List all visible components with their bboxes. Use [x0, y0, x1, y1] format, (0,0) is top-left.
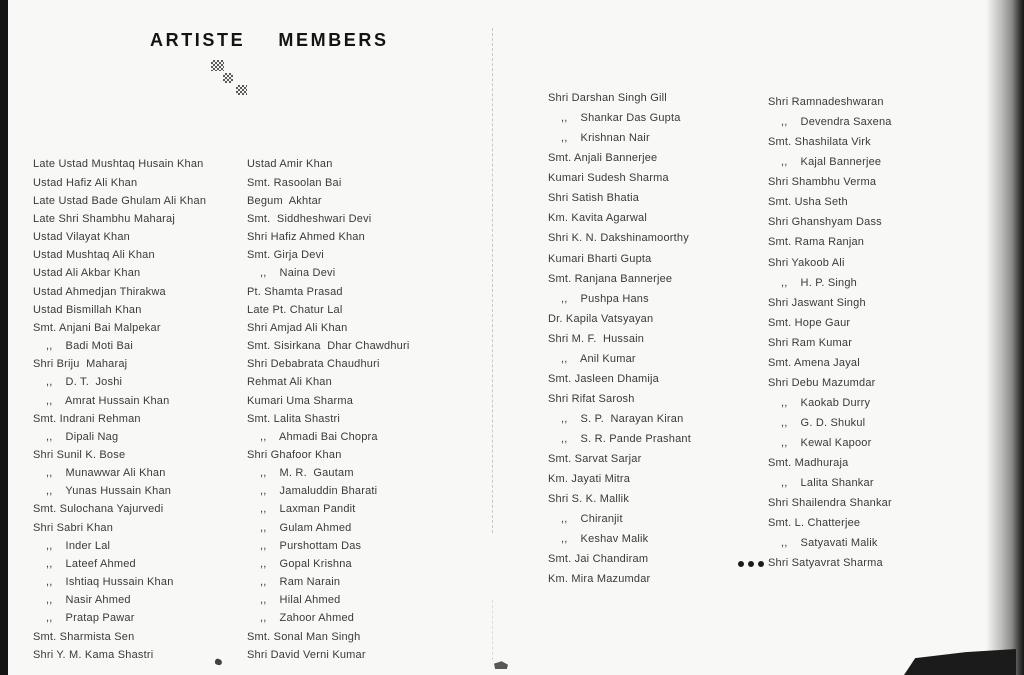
member-name: Smt. Siddheshwari Devi: [247, 212, 372, 225]
members-column-2: [247, 101, 410, 664]
member-name: ,, Yunas Hussain Khan: [33, 485, 172, 498]
member-name: Smt. Usha Seth: [768, 196, 848, 209]
member-name: ,, Ahmadi Bai Chopra: [247, 430, 378, 443]
member-name: ,, Kewal Kapoor: [768, 436, 872, 449]
member-name: ,, Zahoor Ahmed: [247, 612, 355, 625]
member-name: Ustad Ahmedjan Thirakwa: [33, 285, 166, 298]
member-name: ,, S. P. Narayan Kiran: [548, 412, 684, 425]
member-name: Smt. Sarvat Sarjar: [548, 452, 642, 465]
member-name: ,, Keshav Malik: [548, 533, 649, 546]
member-name: Shri Sabri Khan: [33, 521, 114, 534]
member-name: Late Pt. Chatur Lal: [247, 303, 343, 316]
members-column-3: [548, 28, 691, 589]
member-name: Rehmat Ali Khan: [247, 376, 332, 389]
member-name: Smt. Girja Devi: [247, 249, 324, 262]
member-name: ,, D. T. Joshi: [33, 376, 123, 389]
member-name: Shri Darshan Singh Gill: [548, 92, 667, 105]
member-name: Pt. Shamta Prasad: [247, 285, 343, 298]
member-name: Ustad Bismillah Khan: [33, 303, 142, 316]
member-name: ,, Shankar Das Gupta: [548, 112, 681, 125]
member-name: Smt. Anjani Bai Malpekar: [33, 321, 161, 334]
member-name: Smt. Jasleen Dhamija: [548, 372, 659, 385]
member-name: Ustad Ali Akbar Khan: [33, 267, 141, 280]
member-name: Late Ustad Mushtaq Husain Khan: [33, 158, 204, 171]
left-page-edge-black-band: [0, 0, 8, 675]
member-name: Smt. L. Chatterjee: [768, 517, 861, 530]
member-name: Shri Sunil K. Bose: [33, 448, 126, 461]
halftone-squares-icon: [211, 60, 224, 71]
member-name: ,, Chiranjit: [548, 513, 623, 526]
member-name: Smt. Amena Jayal: [768, 356, 860, 369]
member-name: Shri K. N. Dakshinamoorthy: [548, 232, 689, 245]
member-name: Kumari Sudesh Sharma: [548, 172, 669, 185]
member-name: ,, Hilal Ahmed: [247, 594, 341, 607]
member-name: ,, Nasir Ahmed: [33, 594, 131, 607]
member-name: Shri David Verni Kumar: [247, 648, 366, 661]
member-name: ,, S. R. Pande Prashant: [548, 432, 691, 445]
member-name: ,, Ishtiaq Hussain Khan: [33, 576, 174, 589]
member-name: Shri S. K. Mallik: [548, 493, 630, 506]
member-name: Shri Ram Kumar: [768, 336, 853, 349]
member-name: ,, Munawwar Ali Khan: [33, 467, 166, 480]
member-name: Shri Jaswant Singh: [768, 296, 866, 309]
member-name: Shri Satyavrat Sharma: [768, 557, 883, 570]
member-name: Smt. Jai Chandiram: [548, 553, 649, 566]
member-name: Smt. Shashilata Virk: [768, 136, 871, 149]
member-name: Late Shri Shambhu Maharaj: [33, 212, 175, 225]
right-page-edge-shadow-band: [986, 0, 1024, 675]
member-name: ,, Anil Kumar: [548, 352, 636, 365]
member-name: ,, Gulam Ahmed: [247, 521, 352, 534]
member-name: Shri Debabrata Chaudhuri: [247, 358, 380, 371]
halftone-squares-icon: [236, 85, 247, 95]
member-name: Smt. Indrani Rehman: [33, 412, 141, 425]
member-name: Smt. Sisirkana Dhar Chawdhuri: [247, 340, 410, 353]
member-name: ,, Devendra Saxena: [768, 116, 892, 129]
center-fold-line: [492, 600, 493, 660]
member-name: Smt. Hope Gaur: [768, 316, 851, 329]
member-name: ,, Kajal Bannerjee: [768, 156, 882, 169]
dot-icon: [748, 561, 754, 567]
member-name: Shri Shailendra Shankar: [768, 497, 892, 510]
member-name: ,, Krishnan Nair: [548, 132, 650, 145]
dot-icon: [758, 561, 764, 567]
member-name: Ustad Hafiz Ali Khan: [33, 176, 138, 189]
member-name: ,, Inder Lal: [33, 539, 111, 552]
member-name: ,, G. D. Shukul: [768, 416, 866, 429]
three-dots-end-mark: [738, 561, 764, 567]
member-name: Smt. Sonal Man Singh: [247, 630, 361, 643]
member-name: Kumari Uma Sharma: [247, 394, 354, 407]
member-name: ,, Pratap Pawar: [33, 612, 135, 625]
member-name: ,, Lalita Shankar: [768, 477, 874, 490]
member-name: ,, Amrat Hussain Khan: [33, 394, 170, 407]
member-name: Begum Akhtar: [247, 194, 322, 207]
center-fold-line: [492, 28, 493, 533]
member-name: Km. Kavita Agarwal: [548, 212, 647, 225]
member-name: ,, H. P. Singh: [768, 276, 857, 289]
member-name: Km. Jayati Mitra: [548, 473, 631, 486]
member-name: Smt. Madhuraja: [768, 456, 849, 469]
member-name: Shri Hafiz Ahmed Khan: [247, 231, 365, 244]
member-name: Shri Shambhu Verma: [768, 176, 877, 189]
member-name: Smt. Ranjana Bannerjee: [548, 272, 673, 285]
bottom-right-corner-shadow: [904, 649, 1016, 675]
member-name: ,, Gopal Krishna: [247, 557, 352, 570]
member-name: Ustad Vilayat Khan: [33, 231, 130, 244]
member-name: ,, Naina Devi: [247, 267, 336, 280]
member-name: Smt. Sharmista Sen: [33, 630, 135, 643]
member-name: Kumari Bharti Gupta: [548, 252, 652, 265]
member-name: Ustad Mushtaq Ali Khan: [33, 249, 155, 262]
member-name: ,, Pushpa Hans: [548, 292, 649, 305]
member-name: Shri Y. M. Kama Shastri: [33, 648, 154, 661]
member-name: Dr. Kapila Vatsyayan: [548, 312, 654, 325]
member-name: Smt. Rama Ranjan: [768, 236, 865, 249]
member-name: ,, Lateef Ahmed: [33, 557, 136, 570]
member-name: Shri Amjad Ali Khan: [247, 321, 348, 334]
halftone-squares-icon: [223, 73, 233, 83]
member-name: Ustad Amir Khan: [247, 158, 333, 171]
members-column-1: [33, 101, 206, 664]
member-name: ,, M. R. Gautam: [247, 467, 354, 480]
member-name: Smt. Rasoolan Bai: [247, 176, 342, 189]
member-name: Shri Briju Maharaj: [33, 358, 128, 371]
dot-icon: [738, 561, 744, 567]
member-name: ,, Ram Narain: [247, 576, 341, 589]
member-name: ,, Kaokab Durry: [768, 396, 871, 409]
member-name: Smt. Sulochana Yajurvedi: [33, 503, 164, 516]
member-name: Late Ustad Bade Ghulam Ali Khan: [33, 194, 207, 207]
member-name: Smt. Anjali Bannerjee: [548, 152, 658, 165]
member-name: Shri Satish Bhatia: [548, 192, 640, 205]
member-name: ,, Dipali Nag: [33, 430, 119, 443]
member-name: ,, Badi Moti Bai: [33, 340, 133, 353]
page-title: ARTISTE MEMBERS: [150, 30, 389, 50]
fold-smudge: [494, 655, 508, 669]
member-name: ,, Laxman Pandit: [247, 503, 356, 516]
member-name: Shri Ramnadeshwaran: [768, 96, 884, 109]
member-name: ,, Purshottam Das: [247, 539, 362, 552]
member-name: Smt. Lalita Shastri: [247, 412, 341, 425]
member-name: Shri Debu Mazumdar: [768, 376, 876, 389]
ink-blot: [214, 658, 223, 666]
member-name: Shri Rifat Sarosh: [548, 392, 635, 405]
member-name: Shri Ghanshyam Dass: [768, 216, 882, 229]
member-name: Km. Mira Mazumdar: [548, 573, 651, 586]
member-name: Shri Yakoob Ali: [768, 256, 845, 269]
members-column-4: [768, 32, 892, 573]
member-name: ,, Jamaluddin Bharati: [247, 485, 378, 498]
member-name: Shri Ghafoor Khan: [247, 448, 342, 461]
member-name: ,, Satyavati Malik: [768, 537, 878, 550]
member-name: Shri M. F. Hussain: [548, 332, 645, 345]
